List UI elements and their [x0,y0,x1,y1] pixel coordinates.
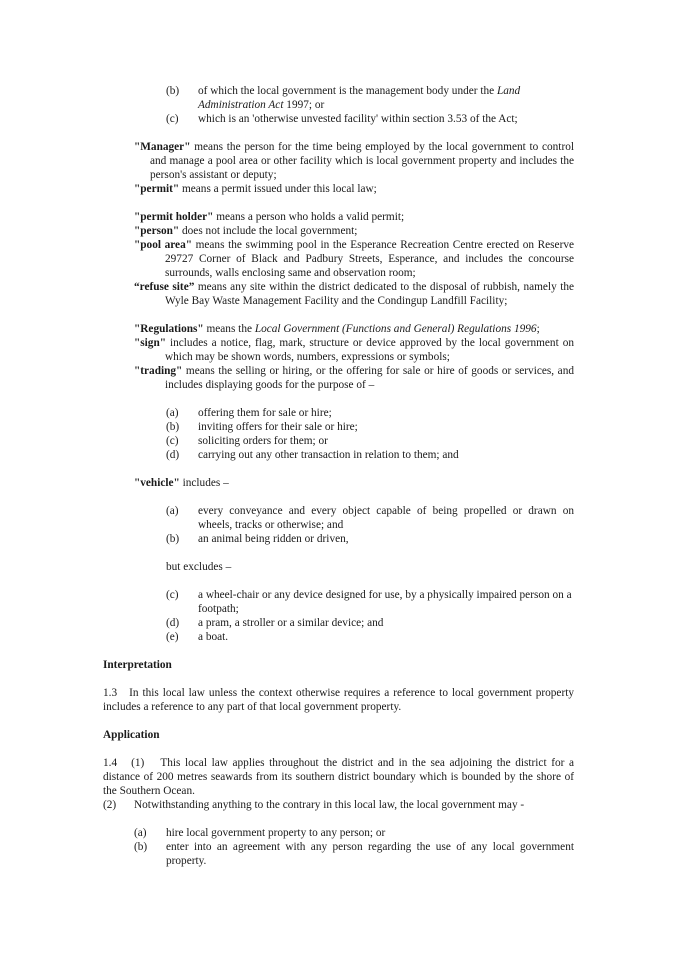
subclause-label: (2) [103,799,117,811]
but-excludes-text: but excludes – [166,561,232,573]
list-item-label: (a) [166,505,179,517]
subclause-label: (1) [131,757,145,769]
list-item-label: (a) [166,407,179,419]
list-item-label: (d) [166,449,180,461]
list-item-label: (b) [166,421,180,433]
definition-permit: "permit" means a permit issued under this local law; [134,183,377,195]
list-item-text: a wheel-chair or any device designed for use, by a physically impaired person on a footpath; [198,589,572,615]
list-item-text: every conveyance and every object capable of being propelled or drawn on wheels, tracks or otherwise; and [198,505,574,531]
application-paragraph-2: Notwithstanding anything to the contrary in this local law, the local government may - [134,799,525,811]
list-item-text: inviting offers for their sale or hire; [198,421,358,433]
section-heading-interpretation: Interpretation [103,659,172,671]
clause-number: 1.4 [103,757,118,769]
list-item-text: carrying out any other transaction in relation to them; and [198,449,459,461]
list-item-label: (c) [166,435,179,447]
list-item-label: (d) [166,617,180,629]
application-paragraph-1: 1.4 (1) This local law applies throughout the district and in the sea adjoining the district for a distance of 200 metres seawards from its southern district boundary which is bounded by the shore of the Southern Ocean. [103,757,574,797]
list-item-text: enter into an agreement with any person regarding the use of any local government property. [166,841,574,867]
list-item-label: (e) [166,631,179,643]
interpretation-paragraph: 1.3 In this local law unless the context otherwise requires a reference to local government property includes a reference to any part of that local government property. [103,687,574,713]
definition-refuse-site: “refuse site” means any site within the district dedicated to the disposal of rubbish, namely the Wyle Bay Waste Management Facility and the Condingup Landfill Facility; [134,281,574,307]
list-item-text: a boat. [198,631,229,643]
list-item-text: hire local government property to any person; or [166,827,386,839]
list-item-label: (b) [166,533,180,545]
definition-permit-holder: "permit holder" means a person who holds a valid permit; [134,211,405,223]
list-item-label: (c) [166,589,179,601]
list-item-text: offering them for sale or hire; [198,407,332,419]
section-heading-application: Application [103,729,160,741]
list-item-label: (b) [134,841,148,853]
list-item-text: a pram, a stroller or a similar device; and [198,617,384,629]
definition-person: "person" does not include the local government; [134,225,358,237]
definition-manager: "Manager" means the person for the time being employed by the local government to control and manage a pool area or other facility which is local government property and includes the person's assistant or deputy; [134,141,574,181]
item-text: which is an 'otherwise unvested facility' within section 3.53 of the Act; [198,113,518,125]
item-label: (c) [166,113,179,125]
definition-vehicle: "vehicle" includes – [134,477,229,489]
definition-regulations: "Regulations" means the Local Government (Functions and General) Regulations 1996; [134,323,540,335]
list-item-label: (a) [134,827,147,839]
list-item-text: an animal being ridden or driven, [198,533,349,545]
list-item-text: soliciting orders for them; or [198,435,328,447]
definition-trading: "trading" means the selling or hiring, or the offering for sale or hire of goods or services, and includes displaying goods for the purpose of – [134,365,574,391]
item-label: (b) [166,85,180,97]
definition-pool-area: "pool area" means the swimming pool in the Esperance Recreation Centre erected on Reserve 29727 Corner of Black and Padbury Streets, Esperance, and includes the concourse surrounds, walls enclosing same and observation room; [134,239,574,279]
clause-number: 1.3 [103,687,118,699]
item-text: of which the local government is the management body under the Land Administration Act 1997; or [198,85,521,111]
definition-sign: "sign" includes a notice, flag, mark, structure or device approved by the local government on which may be shown words, numbers, expressions or symbols; [134,337,574,363]
